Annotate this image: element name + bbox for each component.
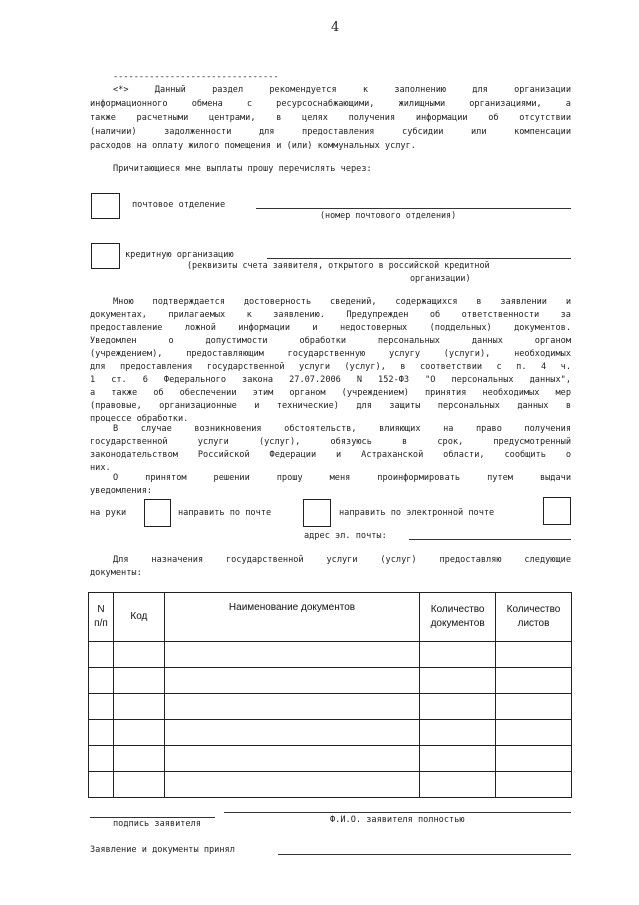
email-address-line[interactable]	[409, 539, 571, 540]
change-line: государственной услуги (услуг), обязуюсь в срок, предусмотренный	[90, 437, 571, 447]
signature-caption: подпись заявителя	[113, 819, 201, 829]
confirmation-line: Уведомлен о допустимости обработки персональных данных органом	[90, 336, 571, 346]
table-row	[89, 642, 572, 668]
table-cell[interactable]	[420, 772, 496, 798]
table-cell[interactable]	[89, 772, 114, 798]
postal-checkbox[interactable]	[91, 193, 120, 219]
delivery-email-checkbox[interactable]	[543, 497, 571, 525]
footnote-separator: --------------------------------	[113, 72, 279, 82]
change-line: законодательством Российской Федерации и Астраханской области, сообщить о	[90, 450, 571, 460]
table-cell[interactable]	[164, 746, 419, 772]
table-cell[interactable]	[113, 720, 164, 746]
col-header-doc-name: Наименование документов	[164, 593, 419, 642]
table-row	[89, 720, 572, 746]
table-header-row	[89, 593, 572, 642]
change-line: В случае возникновения обстоятельств, влияющих на право получения	[113, 424, 571, 434]
page-number: 4	[331, 20, 340, 35]
accepted-by-line[interactable]	[278, 854, 571, 855]
confirmation-line: (правовые, организационные и технические) для защиты персональных данных в	[90, 401, 571, 411]
delivery-hand-label: на руки	[90, 508, 127, 518]
confirmation-line: 1 ст. 6 Федерального закона 27.07.2006 N 152-ФЗ "О персональных данных",	[90, 375, 571, 385]
postal-caption: (номер почтового отделения)	[320, 210, 457, 220]
table-cell[interactable]	[113, 772, 164, 798]
table-cell[interactable]	[420, 668, 496, 694]
confirmation-line: процессе обработки.	[90, 414, 189, 424]
col-header-doc-count: Количество документов	[420, 593, 496, 642]
table-cell[interactable]	[113, 694, 164, 720]
full-name-line[interactable]	[224, 812, 571, 813]
col-header-number	[89, 593, 114, 642]
change-line: них.	[90, 463, 111, 473]
table-row	[89, 772, 572, 798]
accepted-label: Заявление и документы принял	[90, 845, 235, 855]
confirmation-line: а также об обеспечении этим органом (учреждением) принятия необходимых мер	[90, 388, 571, 398]
table-cell[interactable]	[89, 746, 114, 772]
table-cell[interactable]	[89, 720, 114, 746]
table-cell[interactable]	[420, 720, 496, 746]
table-cell[interactable]	[164, 642, 419, 668]
postal-label: почтовое отделение	[132, 200, 226, 210]
table-cell[interactable]	[164, 694, 419, 720]
confirmation-line: предоставление ложной информации и недостоверных (поддельных) документов.	[90, 323, 571, 333]
table-cell[interactable]	[113, 746, 164, 772]
table-cell[interactable]	[496, 720, 572, 746]
table-cell[interactable]	[164, 668, 419, 694]
footnote-line: (наличии) задолженности для предоставления субсидии или компенсации	[90, 127, 571, 137]
delivery-hand-checkbox[interactable]	[144, 499, 171, 527]
confirmation-line: (учреждением), предоставляющим государственную услугу (услуги), необходимых	[90, 349, 571, 359]
confirmation-line: для предоставления государственной услуги (услуг), в соответствии с п. 4 ч.	[90, 362, 571, 372]
table-cell[interactable]	[496, 772, 572, 798]
footnote-line: <*> Данный раздел рекомендуется к заполнению для организации	[113, 85, 571, 95]
footnote-line: информационного обмена с ресурсоснабжающими, жилищными организациями, а	[90, 99, 571, 109]
docs-intro-line: документы:	[90, 568, 142, 578]
table-row	[89, 746, 572, 772]
table-row	[89, 668, 572, 694]
credit-checkbox[interactable]	[91, 243, 120, 269]
table-cell[interactable]	[164, 772, 419, 798]
table-cell[interactable]	[420, 694, 496, 720]
delivery-email-label: направить по электронной почте	[339, 508, 495, 518]
footnote-line: также расчетными центрами, в целях получения информации об отсутствии	[90, 113, 571, 123]
notify-line: уведомления:	[90, 486, 153, 496]
delivery-mail-label: направить по почте	[178, 508, 272, 518]
documents-table	[88, 592, 572, 798]
table-cell[interactable]	[496, 746, 572, 772]
confirmation-line: Мною подтверждается достоверность сведений, содержащихся в заявлении и	[113, 297, 571, 307]
table-cell[interactable]	[420, 746, 496, 772]
table-cell[interactable]	[420, 642, 496, 668]
payments-intro: Причитающиеся мне выплаты прошу перечислять через:	[113, 164, 372, 174]
table-cell[interactable]	[113, 642, 164, 668]
table-cell[interactable]	[496, 694, 572, 720]
table-row	[89, 694, 572, 720]
full-name-caption: Ф.И.О. заявителя полностью	[330, 815, 465, 825]
col-header-code: Код	[113, 593, 164, 642]
confirmation-line: документах, прилагаемых к заявлению. Предупрежден об ответственности за	[90, 310, 571, 320]
table-cell[interactable]	[113, 668, 164, 694]
table-cell[interactable]	[496, 642, 572, 668]
col-header-number-text: N п/п	[94, 604, 108, 629]
email-address-label: адрес эл. почты:	[304, 531, 387, 541]
delivery-mail-checkbox[interactable]	[303, 499, 331, 527]
credit-caption: (реквизиты счета заявителя, открытого в российской кредитной	[187, 260, 490, 270]
table-cell[interactable]	[89, 668, 114, 694]
table-cell[interactable]	[496, 668, 572, 694]
table-cell[interactable]	[164, 720, 419, 746]
table-cell[interactable]	[89, 694, 114, 720]
col-header-sheet-count: Количество листов	[496, 593, 572, 642]
footnote-line: расходов на оплату жилого помещения и (или) коммунальных услуг.	[90, 141, 416, 151]
table-cell[interactable]	[89, 642, 114, 668]
credit-caption: организации)	[410, 273, 471, 283]
credit-label: кредитную организацию	[125, 250, 234, 260]
docs-intro-line: Для назначения государственной услуги (услуг) предоставляю следующие	[113, 555, 571, 565]
notify-line: О принятом решении прошу меня проинформировать путем выдачи	[113, 473, 571, 483]
